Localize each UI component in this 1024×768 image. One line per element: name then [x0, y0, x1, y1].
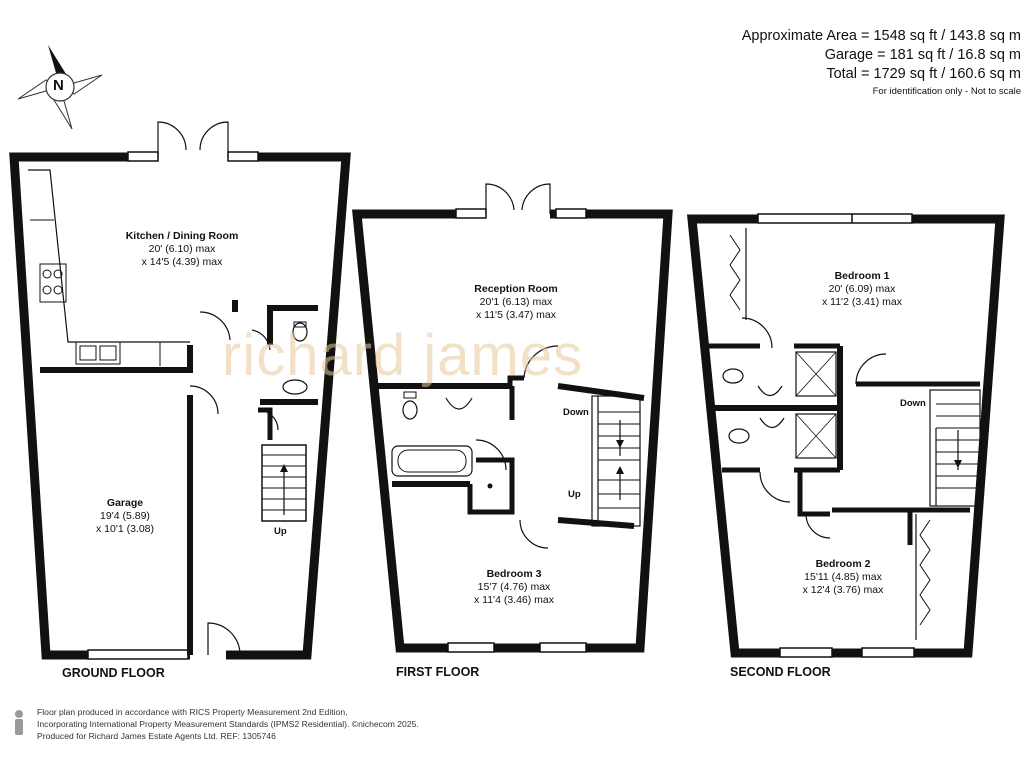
- room-dimension: x 11'5 (3.47) max: [475, 309, 557, 321]
- room-name: Kitchen / Dining Room: [125, 230, 239, 242]
- room-dimension: 20'1 (6.13) max: [479, 296, 553, 308]
- room-dimension: x 14'5 (4.39) max: [141, 256, 223, 268]
- room-name: Bedroom 1: [834, 270, 890, 282]
- total-area-text: Total = 1729 sq ft / 160.6 sq m: [826, 66, 1021, 82]
- room-dimension: 20' (6.10) max: [148, 243, 216, 255]
- stairs-up-label: Up: [568, 489, 581, 500]
- bedroom-3-label: [474, 568, 554, 607]
- stairs-down-label: Down: [563, 407, 589, 418]
- compass-north-label: N: [53, 77, 64, 94]
- garage-area-text: Garage = 181 sq ft / 16.8 sq m: [824, 47, 1021, 63]
- footer-line-2: Incorporating International Property Measurement Standards (IPMS2 Residential). ©nichecom 2025.: [37, 719, 419, 729]
- garage-label: [96, 497, 154, 536]
- room-name: Garage: [106, 497, 144, 509]
- room-dimension: x 12'4 (3.76) max: [802, 584, 884, 596]
- person-icon: [8, 708, 30, 738]
- room-name: Bedroom 2: [815, 558, 871, 570]
- room-dimension: x 10'1 (3.08): [95, 523, 155, 535]
- second-floor-label: SECOND FLOOR: [730, 665, 831, 679]
- room-dimension: 19'4 (5.89): [100, 510, 150, 522]
- bedroom-1-label: [822, 270, 902, 309]
- room-dimension: 15'11 (4.85) max: [804, 571, 882, 583]
- kitchen-dining-room-label: [126, 230, 239, 269]
- watermark-text: richard james: [222, 323, 584, 388]
- room-dimension: x 11'2 (3.41) max: [821, 296, 903, 308]
- stairs-up-label: Up: [274, 526, 287, 537]
- room-name: Reception Room: [474, 283, 558, 295]
- room-name: Bedroom 3: [486, 568, 542, 580]
- stairs-down-label: Down: [900, 398, 926, 409]
- reception-room-label: [474, 283, 557, 322]
- room-dimension: 15'7 (4.76) max: [477, 581, 551, 593]
- footer-line-3: Produced for Richard James Estate Agents Ltd. REF: 1305746: [37, 731, 276, 741]
- room-dimension: 20' (6.09) max: [828, 283, 896, 295]
- bedroom-2-label: [803, 558, 884, 597]
- footer-line-1: Floor plan produced in accordance with RICS Property Measurement 2nd Edition,: [37, 707, 348, 717]
- approx-area-text: Approximate Area = 1548 sq ft / 143.8 sq m: [741, 28, 1021, 44]
- ground-floor-label: GROUND FLOOR: [62, 666, 165, 680]
- scale-note: For identification only - Not to scale: [872, 86, 1021, 97]
- first-floor-label: FIRST FLOOR: [396, 665, 480, 679]
- room-dimension: x 11'4 (3.46) max: [473, 594, 555, 606]
- ground-floor-plan: [14, 122, 346, 659]
